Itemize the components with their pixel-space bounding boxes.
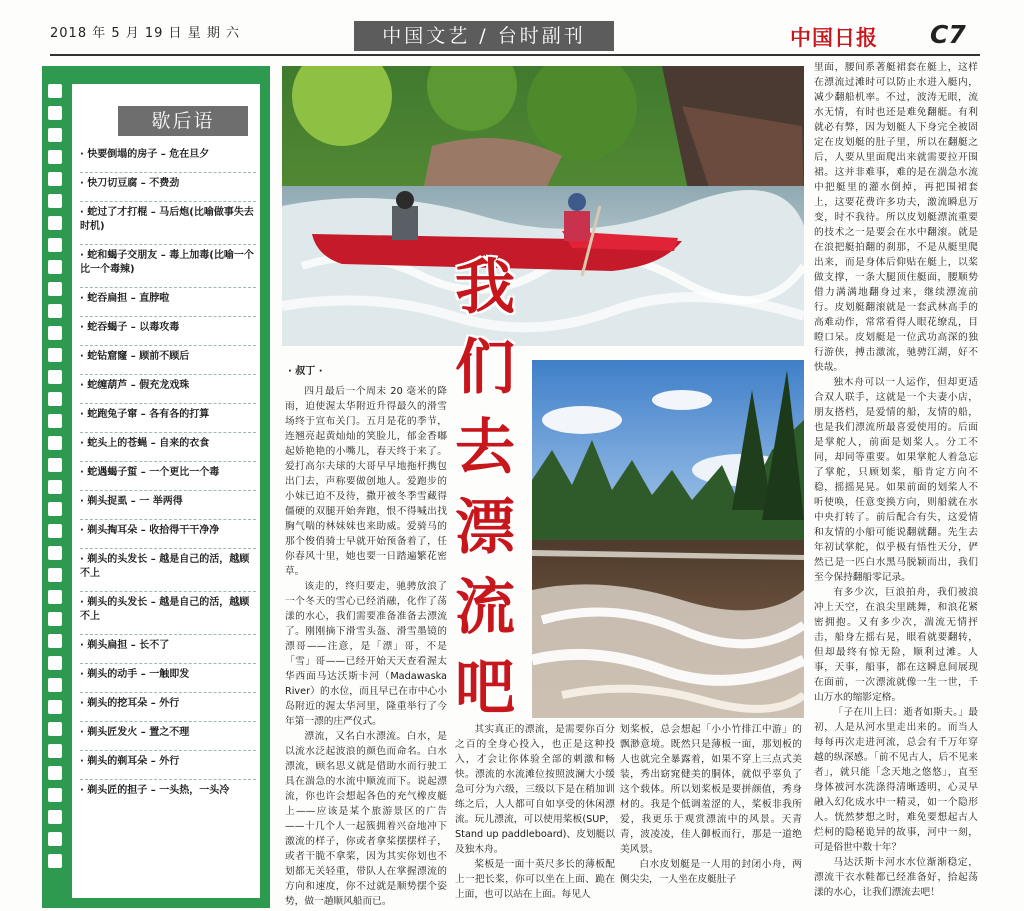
saying-item: · 剃头匠发火 – 置之不理: [80, 722, 256, 751]
film-hole: [48, 788, 62, 802]
article-column-3: [620, 722, 802, 908]
saying-item: · 剃头捉虱 – 一 举两得: [80, 491, 256, 520]
article-paragraph: 马达沃斯卡河水水位渐渐稳定，漂流干衣水鞋都已经准备好，拾起荡漾的水心，让我们漂流去吧！: [814, 857, 978, 898]
saying-item: · 剃头扁担 – 长不了: [80, 635, 256, 664]
article-paragraph: 里面，腰间系著艇裙套在艇上，这样在漂流过滩时可以防止水进入艇内，减少翻船机率。不过，波涛无眼，流水无情，有时也还是难免翻艇。有利就必有弊，因为划艇人下身完全被固定在皮划艇的肚子里，所以在翻艇之后，人要从里面爬出来就需要拉开围裙。这并非难事，难的是在湍急水流中把艇里的灌水倒掉，再把围裙套上，这要花费许多功夫，激流瞬息万变，时不我待。所以皮划艇漂流重要的技术之一是要会在水中翻滚。就是在浪把艇拍翻的刹那，不是从艇里爬出来，而是身体后仰贴在艇上，以桨做支撑，一条大腿顶住艇面，腰顺势借力满满地翻身过来，继续漂流前行。皮划艇翻滚就是一套武林高手的高难动作，常常看得人眼花缭乱，目瞪口呆。皮划艇是一位武功高深的独行游侠，搏击激流，驰骋江湖，好不快哉。: [814, 62, 978, 373]
film-strip-holes: [48, 84, 66, 898]
film-hole: [48, 678, 62, 692]
headline-char: 漂: [455, 493, 515, 563]
article-paragraph: 白水皮划艇是一人用的封闭小舟，两侧尖尖，一人坐在皮艇肚子: [620, 859, 802, 885]
article-author: · 叔丁 ·: [288, 366, 323, 377]
article-paragraph: 该走的，终归要走，驰骋放浪了一个冬天的雪心已经消融，化作了荡漾的水心，我们需要准备准备去漂流了。刚刚摘下滑雪头盔、滑雪墨镜的漂哥——注意，是「漂」哥，不是「雪」哥——已经开始天天查看渥太华西面马达沃斯卡河（Madawaska River）的水位，而且早已在市中心小岛附近的渥太华河里，隆重举行了今年第一漂的庄严仪式。: [285, 581, 447, 727]
saying-item: · 蛇和蝎子交朋友 – 毒上加毒(比喻一个比一个毒辣): [80, 245, 256, 288]
film-hole: [48, 84, 62, 98]
saying-item: · 蛇钻窟窿 – 顾前不顾后: [80, 346, 256, 375]
film-hole: [48, 282, 62, 296]
film-hole: [48, 194, 62, 208]
article-paragraph: 划桨板，总会想起「小小竹排江中游」的飘渺意境。既然只是薄板一面，那划板的人也就完全暴露着，如果不穿上三点式美装，秀出窈窕健美的胴体，就似乎辜负了这个载体。所以划桨板是要拼颜值，秀身材的。我是个低调羞涩的人，桨板非我所爱，我更乐于观赏漂流中的风景。天青青，波凌凌，佳人御板而行，那是一道绝美风景。: [620, 724, 802, 855]
saying-item: · 蛇头上的苍蝇 – 自来的衣食: [80, 433, 256, 462]
saying-item: · 剃头的动手 – 一触即发: [80, 664, 256, 693]
saying-item: · 剃头的头发长 – 越是自己的活，越顾不上: [80, 549, 256, 592]
article-paragraph: 有多少次，巨浪拍舟，我们被浪冲上天空，在浪尖里跳舞，和浪花紧密拥抱。又有多少次，湍流无情抨击，船身左摇右晃，眼看就要翻转，但却最终有惊无险，顺利过滩。人事，天事，船事，都在这瞬息间展现在面前，一次漂流就像一生一世，千山万水的缩影定格。: [814, 587, 978, 703]
film-hole: [48, 832, 62, 846]
headline-char: 去: [455, 413, 515, 483]
saying-item: · 蛇吞蝎子 – 以毒攻毒: [80, 317, 256, 346]
film-hole: [48, 392, 62, 406]
headline-char: 吧: [455, 653, 515, 723]
saying-item: · 快刀切豆腐 – 不费劲: [80, 173, 256, 202]
headline-char: 们: [455, 333, 515, 403]
article-paragraph: 「子在川上曰：逝者如斯夫。」最初，人是从河水里走出来的。而当人每每再次走进河流，总会有千万年穿越的纵深感。「前不见古人，后不见来者」，就只能「念天地之悠悠」，直至身体被河水洗涤得清晰透明，心灵早融入幻化成水中一精灵，如一个隐形人。恍然梦想之时，难免要想起古人烂柯的隐秘诡异的故事，河中一刻，可是俗世中数十年？: [814, 707, 978, 853]
film-hole: [48, 128, 62, 142]
film-hole: [48, 348, 62, 362]
film-hole: [48, 722, 62, 736]
article-column-2: [455, 722, 615, 908]
film-hole: [48, 810, 62, 824]
film-hole: [48, 150, 62, 164]
film-hole: [48, 766, 62, 780]
film-hole: [48, 634, 62, 648]
saying-item: · 剃头的剃耳朵 – 外行: [80, 751, 256, 780]
film-hole: [48, 568, 62, 582]
saying-item: · 蛇跑兔子窜 – 各有各的打算: [80, 404, 256, 433]
article-column-1: [285, 384, 447, 906]
film-hole: [48, 172, 62, 186]
article-paragraph: 四月最后一个周末 20 毫米的降雨，迫使渥太华附近升得最久的滑雪场终于宣布关门。五月是花的季节，连翘亮起黄灿灿的笑脸儿，郁金香嘟起娇艳艳的小嘴儿，春天终于来了。爱打高尔夫球的大哥早早地拖杆携包出门去，声称要做创地人。爱跑步的小妹已迫不及待，撒开被冬季雪藏得僵硬的双腿开始奔跑，恨不得喊出找胸气喘的林妹妹也来助威。爱骑马的那个俊俏骑士早就开始预备着了，任你春风十里，她也要一日踏遍繁花密草。: [285, 386, 447, 577]
film-hole: [48, 502, 62, 516]
film-hole: [48, 480, 62, 494]
film-hole: [48, 326, 62, 340]
film-hole: [48, 590, 62, 604]
section-banner: 中国文艺 / 台时副刊: [354, 21, 614, 51]
issue-date: 2018 年 5 月 19 日 星 期 六: [50, 26, 240, 41]
film-hole: [48, 436, 62, 450]
canoe-rapids-photo: [282, 66, 804, 346]
sayings-panel: [72, 84, 260, 898]
saying-item: · 快要倒塌的房子 – 危在旦夕: [80, 144, 256, 173]
film-hole: [48, 546, 62, 560]
saying-item: · 蛇遇蝎子蜇 – 一个更比一个毒: [80, 462, 256, 491]
newspaper-logo: 中国日报: [790, 25, 878, 50]
headline-char: 我: [455, 253, 515, 323]
film-hole: [48, 106, 62, 120]
river-landscape-photo: [532, 360, 804, 718]
film-hole: [48, 524, 62, 538]
sayings-list: [80, 144, 256, 809]
article-paragraph: 漂流，又名白水漂流。白水，是以流水泛起波浪的颜色而命名。白水漂流，顾名思义就是借助水而行驶工具在湍急的水流中顺流而下。说起漂流，你也许会想起各色的充气橡皮艇上——应该是某个旅游景区的广告——十几个人一起簇拥着兴奋地冲下激流的样子，你或者拿桨摆摆样子，或者干脆不拿桨，因为其实你划也不划都无关轻重，带队人在掌握漂流的方向和速度，你不过就是顺势摆个姿势，做一趟顺风船而已。: [285, 731, 447, 906]
film-hole: [48, 216, 62, 230]
film-hole: [48, 304, 62, 318]
page-number: C7: [930, 20, 966, 49]
film-hole: [48, 656, 62, 670]
film-hole: [48, 458, 62, 472]
film-hole: [48, 414, 62, 428]
saying-item: · 剃头匠的担子 – 一头热，一头冷: [80, 785, 230, 796]
film-hole: [48, 700, 62, 714]
saying-item: · 剃头的头发长 – 越是自己的活，越顾不上: [80, 592, 256, 635]
article-paragraph: 其实真正的漂流，是需要你百分之百的全身心投入，也正是这种投入，才会让你体验全部的刺激和畅快。漂流的水流滩位按照波澜大小缓急可分为六级，三级以下是在稍加训练之后，人人都可自如享受的休闲漂流。玩儿漂流，可以使用桨板(SUP，Stand up paddleboard)、皮划艇以及独木舟。: [455, 724, 615, 855]
article-paragraph: 独木舟可以一人运作，但却更适合双人联手，这就是一个夫妻小店，朋友搭档，是爱情的船，友情的船，也是我们漂流所最喜爱使用的。后面是掌舵人，前面是划桨人。分工不同，却同等重要。如果掌舵人着急忘了掌舵，只顾划桨，船肯定方向不稳，摇摇晃晃。如果前面的划桨人不听使唤，任意变换方向，则船就在水中央打转了。前后配合有失，这爱情和友情的小船可能说翻就翻。先生去年初试掌舵，似乎极有悟性天分，俨然已是一匹白水黑马脱颖而出，我们至今保持翻船零记录。: [814, 377, 978, 583]
film-hole: [48, 854, 62, 868]
saying-item: · 剃头掏耳朵 – 收拾得干干净净: [80, 520, 256, 549]
sayings-title: 歇后语: [118, 106, 248, 136]
saying-item: · 剃头的挖耳朵 – 外行: [80, 693, 256, 722]
saying-item: · 蛇吞扁担 – 直脖啦: [80, 288, 256, 317]
film-hole: [48, 612, 62, 626]
page-header: [0, 0, 1024, 56]
article-headline: [449, 248, 521, 728]
article-paragraph: 桨板是一面十英尺多长的薄板配上一把长桨，你可以坐在上面、跪在上面，也可以站在上面。每见人: [455, 859, 615, 900]
saying-item: · 蛇缠葫芦 – 假充龙戏珠: [80, 375, 256, 404]
article-column-4: [814, 60, 978, 908]
sayings-sidebar: [42, 66, 270, 908]
film-hole: [48, 238, 62, 252]
film-hole: [48, 260, 62, 274]
headline-char: 流: [455, 573, 515, 643]
header-rule: [50, 54, 980, 56]
film-hole: [48, 370, 62, 384]
film-hole: [48, 744, 62, 758]
saying-item: · 蛇过了才打棍 – 马后炮(比喻做事失去时机): [80, 202, 256, 245]
